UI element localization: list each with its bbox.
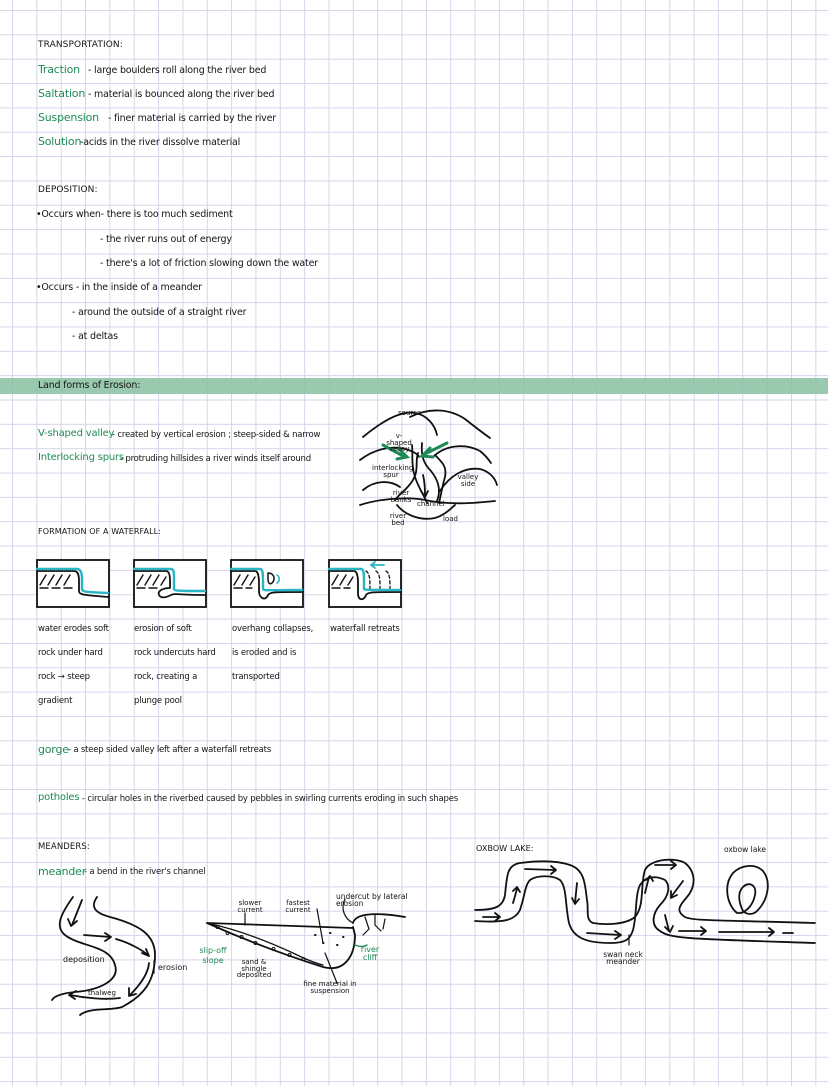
diagram-label-valley-side: valley side: [457, 473, 479, 488]
waterfall-stage-2: [133, 559, 208, 609]
term: Suspension: [38, 111, 99, 124]
definition: - created by vertical erosion ; steep-sided & narrow: [112, 430, 321, 440]
label-oxbow-lake: oxbow lake: [724, 845, 767, 854]
label-erosion: erosion: [158, 963, 188, 972]
term: potholes: [38, 792, 80, 803]
oxbow-heading: OXBOW LAKE:: [476, 844, 534, 853]
landforms-heading: Land forms of Erosion:: [38, 380, 141, 391]
definition: - a bend in the river's channel: [84, 867, 206, 877]
caption-line: erosion of soft: [134, 624, 192, 634]
caption-line: plunge pool: [134, 696, 182, 706]
waterfall-stage-3: [230, 559, 305, 609]
term: V-shaped valley: [38, 428, 115, 439]
caption-line: transported: [232, 672, 280, 682]
deposition-line: - at deltas: [72, 331, 118, 342]
label-thalweg: thalweg: [88, 989, 116, 997]
term: Saltation: [38, 87, 86, 100]
definition: -acids in the river dissolve material: [80, 137, 241, 148]
definition: - circular holes in the riverbed caused by pebbles in swirling currents eroding in such shapes: [82, 794, 458, 804]
definition: - a steep sided valley left after a waterfall retreats: [68, 745, 272, 755]
diagram-label-load: load: [443, 515, 458, 523]
definition: - large boulders roll along the river bed: [88, 65, 267, 76]
deposition-line: - around the outside of a straight river: [72, 307, 247, 318]
label-sand-shingle: sand & shingle deposited: [236, 958, 272, 980]
caption-line: gradient: [38, 696, 73, 706]
term: Solution: [38, 135, 82, 148]
diagram-label-v-shaped-valley: v-shaped valley: [386, 432, 412, 454]
waterfall-heading: FORMATION OF A WATERFALL:: [38, 527, 162, 536]
meanders-heading: MEANDERS:: [38, 842, 90, 852]
diagram-label-river-bed: river bed: [389, 512, 407, 527]
caption-line: overhang collapses,: [232, 624, 314, 634]
diagram-label-source: source: [398, 409, 422, 417]
caption-line: rock, creating a: [134, 672, 198, 682]
caption-line: water erodes soft: [38, 624, 109, 634]
term: meander: [38, 865, 87, 878]
deposition-heading: DEPOSITION:: [38, 185, 98, 195]
waterfall-stage-4: [328, 559, 403, 609]
transportation-heading: TRANSPORTATION:: [38, 40, 123, 50]
diagram-label-interlocking-spur: interlocking spur: [372, 464, 414, 479]
label-undercut: undercut by lateral erosion: [336, 892, 408, 909]
caption-line: rock undercuts hard: [134, 648, 216, 658]
label-swan-neck-meander: swan neck meander: [603, 950, 643, 967]
term: Traction: [38, 63, 80, 76]
term: gorge: [38, 743, 69, 756]
diagram-label-channel: channel: [417, 500, 445, 508]
deposition-line: •Occurs when- there is too much sediment: [36, 209, 233, 220]
oxbow-diagram: [475, 855, 820, 965]
label-slower-current: slower current: [237, 899, 263, 914]
caption-line: rock → steep: [38, 672, 90, 682]
deposition-line: - the river runs out of energy: [100, 234, 232, 245]
definition: - protruding hillsides a river winds itself around: [120, 454, 311, 464]
definition: - finer material is carried by the river: [108, 113, 276, 124]
label-slip-off-slope: slip-off slope: [199, 946, 227, 965]
caption-line: is eroded and is: [232, 648, 297, 658]
diagram-label-river-banks: river banks: [390, 489, 412, 504]
label-fastest-current: fastest current: [285, 899, 311, 914]
label-river-cliff: river cliff: [360, 945, 380, 962]
caption-line: waterfall retreats: [330, 624, 400, 634]
caption-line: rock under hard: [38, 648, 103, 658]
term: Interlocking spurs: [38, 452, 124, 463]
waterfall-stage-1: [36, 559, 111, 609]
label-fine-material: fine material in suspension: [303, 980, 357, 995]
deposition-line: •Occurs - in the inside of a meander: [36, 282, 202, 293]
label-deposition: deposition: [63, 955, 105, 964]
deposition-line: - there's a lot of friction slowing down the water: [100, 258, 318, 269]
definition: - material is bounced along the river bed: [88, 89, 275, 100]
